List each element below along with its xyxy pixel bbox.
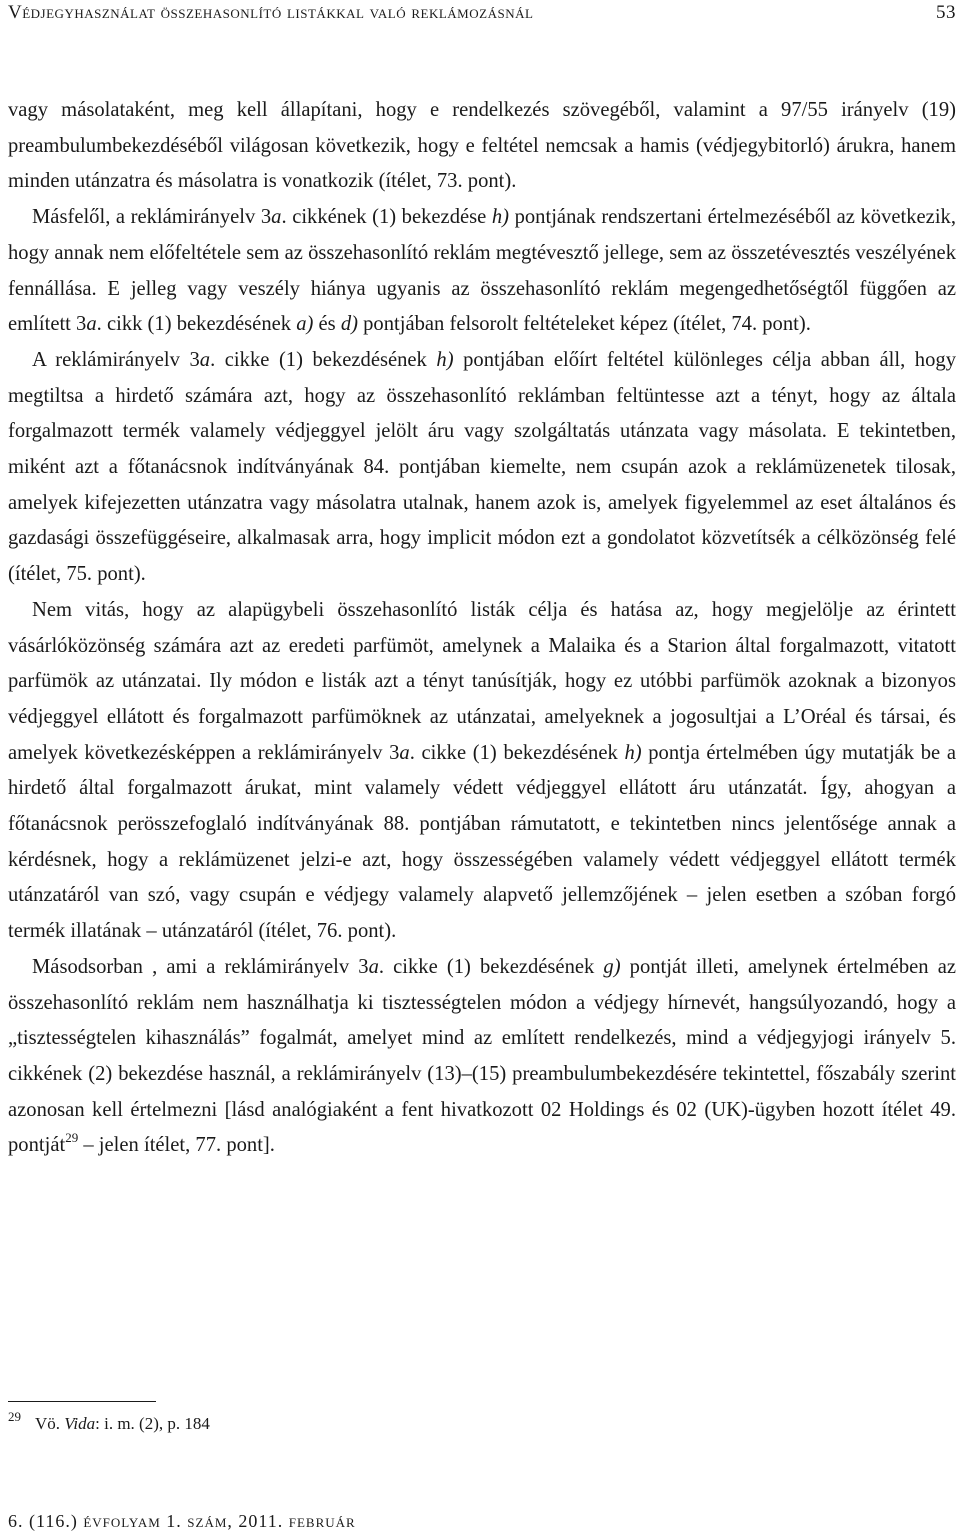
- text-run: pontjának rendszertani értelmezéséből az következik, hogy annak nem előfeltétele sem az összehasonlító reklám megtévesztő jellege, sem az összetévesztés veszélyének fennállása. E jelleg vagy veszély hiánya ugyanis az összehasonlító reklám megengedhetőségtől függően az említett 3: [8, 206, 956, 336]
- text-run: . cikkének (1) bekezdése: [281, 206, 492, 229]
- italic-run: h): [624, 741, 642, 764]
- text-run: pontja értelmében úgy mutatják be a hirdető által forgalmazott árukat, mint valamely védett védjeggyel ellátott áru utánzatát. Így, ahogyan a főtanácsnok perösszefoglaló indítványának 88. pontjában rámutatott, e tekintetben nincs jelentősége annak a kérdésnek, hogy a reklámüzenet jelzi-e azt, hogy összességében valamely védett védjeggyel ellátott termék utánzatáról van szó, vagy csupán e védjegy valamely alapvető jellemzőjének – jelen esetben a szóban forgó termék illatának – utánzatáról (ítélet, 76. pont).: [8, 741, 956, 943]
- text-run: Nem vitás, hogy az alapügybeli összehasonlító listák célja és hatása az, hogy megjelölje az érintett vásárlóközönség számára azt az eredeti parfümöt, amelynek a Malaika és a Starion által forgalmazott, vitatott parfümök az utánzatai. Ily módon e listák azt a tényt tanúsítják, hogy ez utóbbi parfümök azoknak a bizonyos védjeggyel ellátott és forgalmazott parfümöknek az utánzatai, amelyeknek a jogosultjai a L’Oréal és társai, és amelyek következésképpen a reklámirányelv 3: [8, 598, 956, 764]
- text-run: és: [313, 313, 341, 336]
- text-run: . cikke (1) bekezdésének: [378, 955, 604, 978]
- italic-run: a): [296, 313, 314, 336]
- text-run: A reklámirányelv 3: [32, 348, 200, 371]
- paragraph-3: [8, 343, 956, 593]
- page-number: 53: [936, 2, 956, 23]
- paragraph-1: vagy másolataként, meg kell állapítani, hogy e rendelkezés szövegéből, valamint a 97/55 irányelv (19) preambulumbekezdéséből világosan következik, hogy e feltétel nemcsak a hamis (védjegybitorló) árukra, hanem minden utánzatra és másolatra is vonatkozik (ítélet, 73. pont).: [8, 99, 956, 193]
- paragraph-4: [8, 593, 956, 950]
- paragraph-2: [8, 200, 956, 343]
- text-run: pontjában felsorolt feltételeket képez (ítélet, 74. pont).: [357, 313, 811, 336]
- italic-run: a: [271, 206, 282, 229]
- italic-run: a: [368, 955, 379, 978]
- italic-run: d): [340, 313, 358, 336]
- issue-footer: 6. (116.) évfolyam 1. szám, 2011. február: [8, 1511, 356, 1531]
- text-run: : i. m. (2), p. 184: [95, 1414, 210, 1433]
- text-run: pontjában előírt feltétel különleges célja abban áll, hogy megtiltsa a hirdető számára azt, hogy az összehasonlító reklámban feltüntesse azt a tényt, hogy az általa forgalmazott termék valamely védjeggyel jelölt áru vagy szolgáltatás utánzata vagy másolata. E tekintetben, miként azt a főtanácsnok indítványának 84. pontjában kiemelte, nem csupán azok a reklámüzenetek tilosak, amelyek kifejezetten utánzatra vagy másolatra utalnak, hanem azok is, amelyek figyelemmel az eset általános és gazdasági összefüggéseire, alkalmasak arra, hogy implicit módon ezt a gondolatot közvetítsék a célközönség felé (ítélet, 75. pont).: [8, 348, 956, 586]
- text-run: Másodsorban , ami a reklámirányelv 3: [32, 955, 369, 978]
- italic-run: a: [399, 741, 410, 764]
- italic-run: h): [436, 348, 454, 371]
- footnote: [8, 1403, 908, 1438]
- text-run: Másfelől, a reklámirányelv 3: [32, 206, 272, 229]
- italic-run: a: [199, 348, 211, 371]
- footnote-reference[interactable]: 29: [65, 1130, 79, 1146]
- paragraph-5: [8, 950, 956, 1164]
- text-run: pontját illeti, amelynek értelmében az összehasonlító reklám nem használhatja ki tisztességtelen módon a védjegy hírnevét, hangsúlyozandó, hogy a „tisztességtelen kihasználás” fogalmát, amelyet mind az említett rendelkezés, mind a védjegyjogi irányelv 5. cikkének (2) bekezdése használ, a reklámirányelv (13)–(15) preambulumbekezdésére tekintettel, főszabály szerint azonosan kell értelmezni [lásd analógiaként a fent hivatkozott 02 Holdings és 02 (UK)-ügyben hozott ítélet 49. pontját: [8, 955, 956, 1157]
- running-title: Védjegyhasználat összehasonlító listákkal való reklámozásnál: [8, 2, 534, 23]
- running-header: [8, 2, 956, 24]
- text-run: Vö.: [35, 1414, 65, 1433]
- text-run: . cikk (1) bekezdésének: [96, 313, 297, 336]
- article-body: [8, 93, 956, 1164]
- footnote-divider: [8, 1401, 156, 1402]
- italic-run: a: [86, 313, 97, 336]
- text-run: . cikke (1) bekezdésének: [409, 741, 625, 764]
- footnote-number: 29: [8, 1409, 21, 1424]
- italic-run: h): [491, 206, 510, 229]
- text-run: . cikke (1) bekezdésének: [210, 348, 437, 371]
- italic-run: Vida: [64, 1414, 96, 1433]
- italic-run: g): [603, 955, 621, 978]
- text-run: – jelen ítélet, 77. pont].: [78, 1134, 275, 1157]
